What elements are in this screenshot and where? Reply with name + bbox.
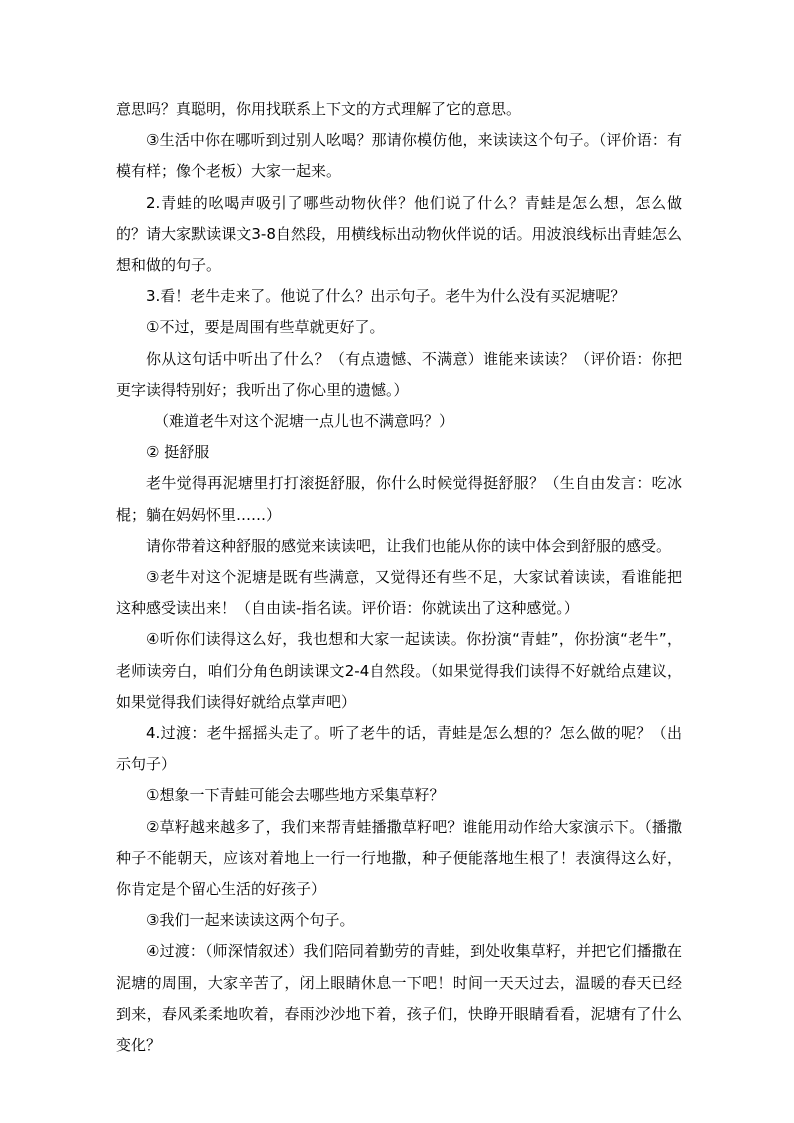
- paragraph-10: 请你带着这种舒服的感觉来读读吧，让我们也能从你的读中体会到舒服的感受。: [146, 536, 672, 555]
- paragraph-16: ③我们一起来读读这两个句子。: [146, 911, 355, 930]
- paragraph-6: 你从这句话中听出了什么？（有点遗憾、不满意）谁能来读读？（评价语：你把更字读得特别好；我听出了你心里的遗憾。）: [116, 349, 682, 399]
- paragraph-1: 意思吗？真聪明，你用找联系上下文的方式理解了它的意思。: [116, 100, 522, 118]
- paragraph-11: ③老牛对这个泥塘是既有些满意，又觉得还有些不足，大家试着读读，看谁能把这种感受读出来！（自由读-指名读。评价语：你就读出了这种感觉。）: [116, 568, 682, 618]
- paragraph-15: ②草籽越来越多了，我们来帮青蛙播撒草籽吧？谁能用动作给大家演示下。（播撒种子不能朝天，应该对着地上一行一行地撒，种子便能落地生根了！表演得这么好，你肯定是个留心生活的好孩子）: [116, 817, 682, 899]
- paragraph-2: ③生活中你在哪听到过别人吆喝？那请你模仿他，来读读这个句子。（评价语：有模有样；像个老板）大家一起来。: [116, 131, 682, 181]
- paragraph-3: 2.青蛙的吆喝声吸引了哪些动物伙伴？他们说了什么？青蛙是怎么想，怎么做的？请大家默读课文3-8自然段，用横线标出动物伙伴说的话。用波浪线标出青蛙怎么想和做的句子。: [116, 193, 682, 275]
- paragraph-17: ④过渡：（师深情叙述）我们陪同着勤劳的青蛙，到处收集草籽，并把它们播撒在泥塘的周围，大家辛苦了，闭上眼睛休息一下吧！时间一天天过去，温暖的春天已经到来，春风柔柔地吹着，春雨沙沙地下着，孩子们，快睁开眼睛看看，泥塘有了什么变化？: [116, 942, 682, 1055]
- paragraph-14: ①想象一下青蛙可能会去哪些地方采集草籽？: [146, 786, 445, 805]
- document-body: [116, 94, 682, 1061]
- paragraph-12: ④听你们读得这么好，我也想和大家一起读读。你扮演“青蛙”，你扮演“老牛”，老师读旁白，咱们分角色朗读课文2-4自然段。（如果觉得我们读得不好就给点建议，如果觉得我们读得好就给点掌声吧）: [116, 630, 682, 711]
- paragraph-9: 老牛觉得再泥塘里打打滚挺舒服，你什么时候觉得挺舒服？（生自由发言：吃冰棍；躺在妈妈怀里……）: [116, 474, 682, 524]
- paragraph-13: 4.过渡：老牛摇摇头走了。听了老牛的话，青蛙是怎么想的？怎么做的呢？（出示句子）: [116, 724, 682, 774]
- paragraph-8: ② 挺舒服: [146, 443, 210, 462]
- paragraph-7: （难道老牛对这个泥塘一点儿也不满意吗？）: [154, 412, 455, 431]
- paragraph-4: 3.看！老牛走来了。他说了什么？出示句子。老牛为什么没有买泥塘呢？: [146, 287, 626, 306]
- paragraph-5: ①不过，要是周围有些草就更好了。: [146, 318, 385, 337]
